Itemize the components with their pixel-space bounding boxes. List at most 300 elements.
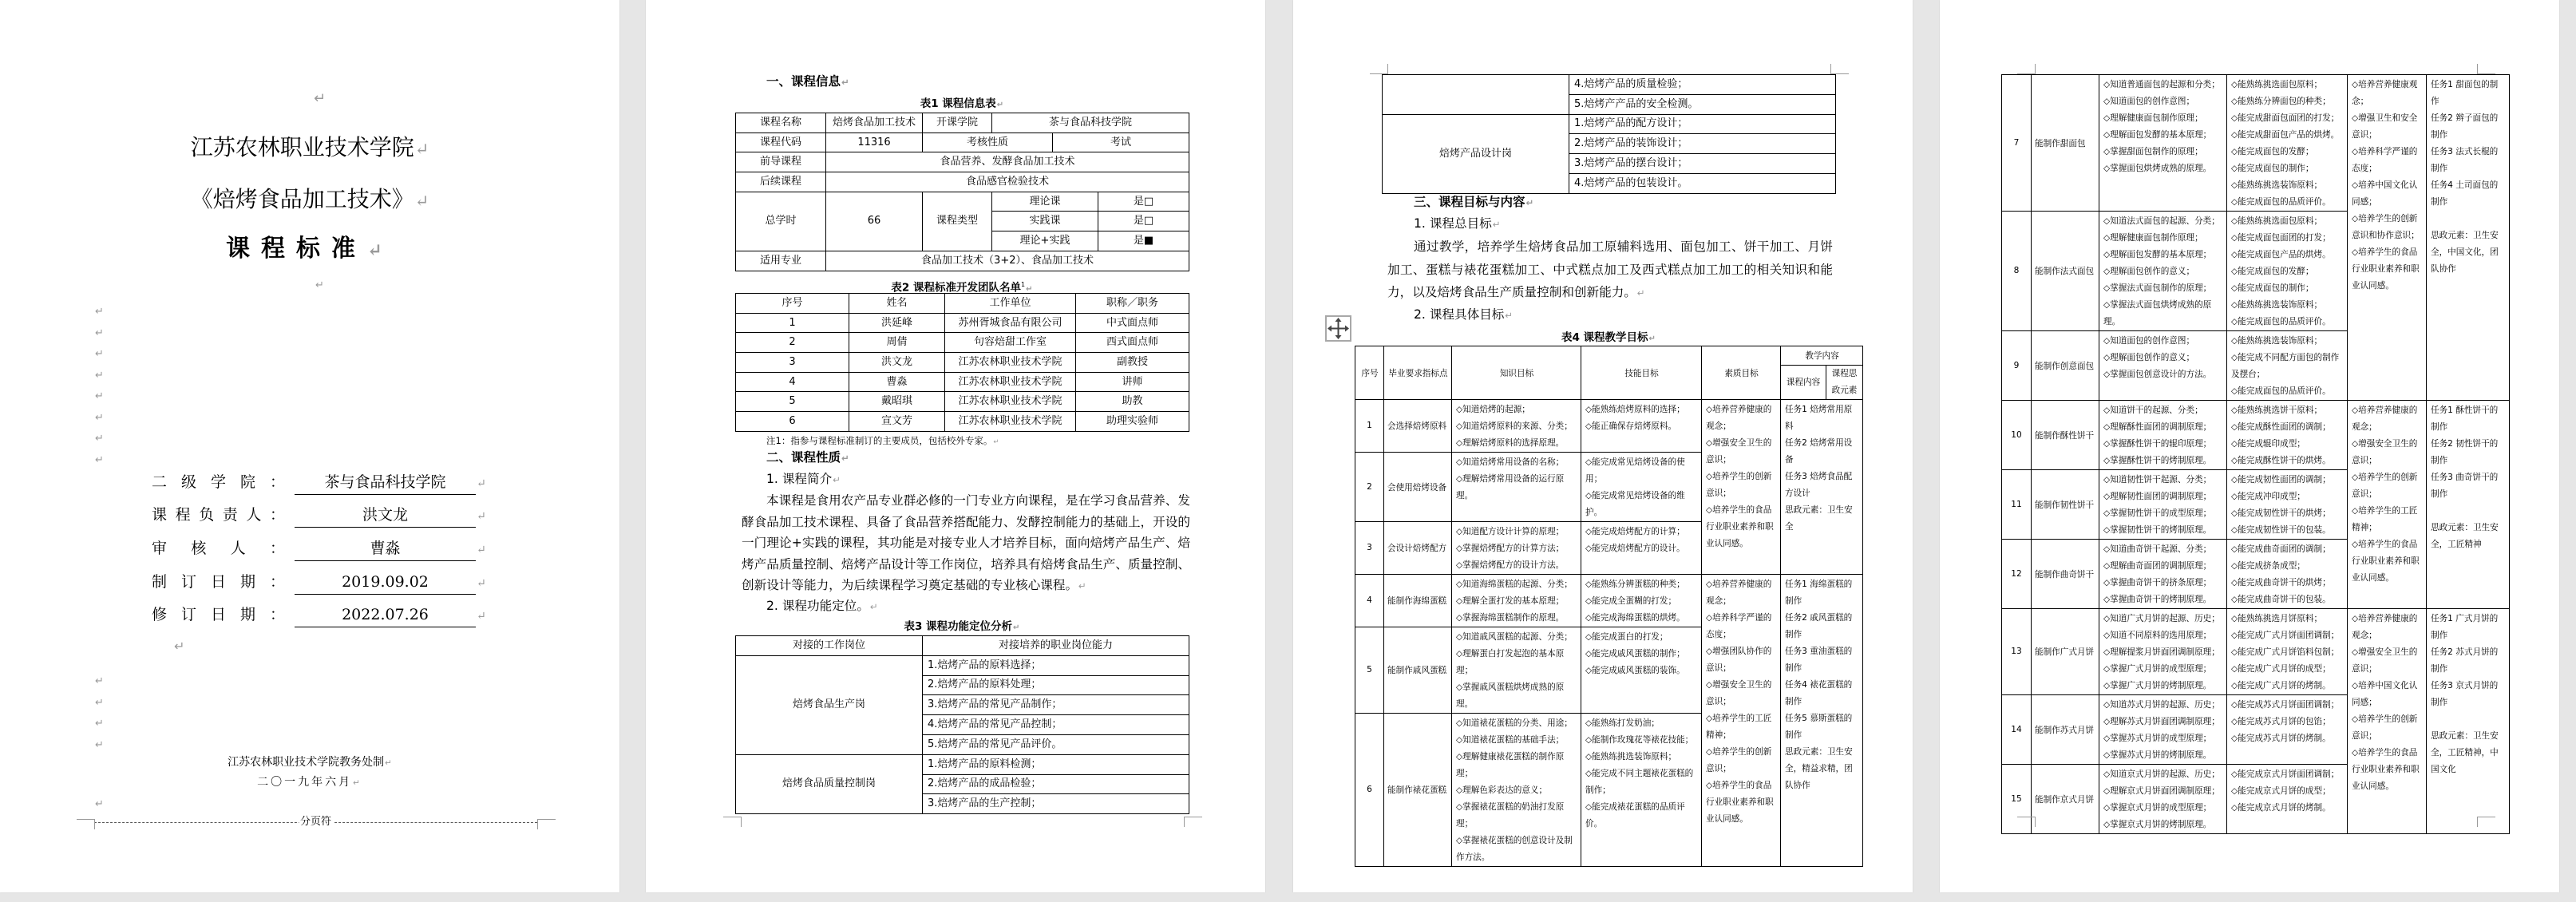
list-item: ◇知道面包的创作意图； (2103, 336, 2195, 346)
subheading: 1. 课程总目标 ↵ (1414, 213, 1501, 235)
list-item: ◇培养营养健康观念； (2352, 80, 2418, 106)
list-item: 任务1 焙烤常用原料 (1785, 405, 1853, 431)
knowledge-cell (2099, 470, 2227, 540)
list-item: ◇能完成曲奇饼干的包装。 (2231, 595, 2331, 604)
field-reviewer (152, 536, 486, 560)
field-label: 制订日期： (152, 573, 285, 591)
skills-cell (2227, 212, 2348, 331)
crop-mark (2477, 817, 2495, 827)
work-post-cell: 焙烤食品生产岗 (736, 655, 923, 754)
list-item: ◇增强安全卫生的意识； (2352, 647, 2418, 674)
quality-cell (1702, 575, 1781, 867)
list-item: ◇能熟练分辨蛋糕的种类； (1585, 580, 1685, 589)
ability-cell: 3.焙烤产品的常见产品制作； (923, 695, 1189, 715)
list-item: ◇理解焙烤原料的选择原理。 (1456, 438, 1565, 448)
list-item: ◇能熟练挑选装饰原料； (1585, 752, 1677, 762)
skills-cell (1581, 400, 1702, 453)
list-item: ◇掌握苏式月饼的烤制原理。 (2103, 750, 2212, 760)
list-item: ◇能完成苏式月饼的包馅； (2231, 717, 2331, 726)
list-item (2431, 503, 2506, 520)
skills-cell (2227, 695, 2348, 765)
list-item: 任务2 韧性饼干的制作 (2431, 439, 2499, 465)
checkbox-cell[interactable]: 是□ (1098, 192, 1189, 212)
skills-cell (2227, 470, 2348, 540)
field-value[interactable]: 洪文龙 (295, 503, 476, 528)
content-cell (2427, 401, 2510, 609)
work-post-cell: 焙烤产品设计岗 (1383, 114, 1569, 193)
column-header: 教学内容 (1781, 346, 1863, 366)
teaching-goals-table-continued (2001, 74, 2510, 834)
indicator-cell: 能制作广式月饼 (2032, 609, 2099, 695)
list-item: ◇知道曲奇饼干起源、分类； (2103, 544, 2212, 554)
list-item: 任务4 裱花蛋糕的制作 (1785, 680, 1853, 706)
list-item: ◇能完成韧性饼干的烘烤； (2231, 508, 2331, 518)
list-item: ◇掌握甜面包制作的原理； (2103, 147, 2203, 156)
column-header: 素质目标 (1702, 346, 1781, 400)
list-item: ◇能熟练挑选装饰原料； (2231, 336, 2323, 346)
list-item: ◇掌握戚风蛋糕烘烤成熟的原理。 (1456, 682, 1565, 709)
knowledge-cell (1452, 627, 1581, 714)
indicator-cell: 能制作戚风蛋糕 (1384, 627, 1452, 714)
list-item: ◇知道焙烤的起源； (1456, 405, 1530, 414)
footnote-ref[interactable]: 1 (1021, 281, 1026, 288)
list-item: 任务3 法式长棍的制作 (2431, 147, 2499, 173)
quality-cell (2348, 401, 2427, 609)
list-item: ◇能熟练挑选饼干原料； (2231, 406, 2323, 415)
page-break-label: 分页符 (299, 816, 332, 828)
row-number: 4 (1355, 575, 1384, 627)
crop-mark (537, 819, 556, 829)
list-item: ◇知道配方设计计算的原理； (1456, 527, 1565, 536)
ability-cell: 4.焙烤产品的质量检验； (1569, 75, 1836, 95)
quality-cell (2348, 75, 2427, 401)
knowledge-cell (2099, 540, 2227, 609)
page-3 (1293, 0, 1913, 892)
indicator-cell: 能制作曲奇饼干 (2032, 540, 2099, 609)
list-item: ◇增强安全卫生的意识； (2352, 439, 2418, 465)
table-caption: 表1 课程信息表 ↵ (735, 97, 1189, 113)
list-item: ◇能完成京式月饼的成型； (2231, 786, 2331, 796)
list-item: ◇能完成辊印成型； (2231, 439, 2305, 449)
indicator-cell: 能制作创意面包 (2032, 331, 2099, 401)
list-item: ◇能完成面包的发酵； (2231, 267, 2314, 276)
function-table (735, 635, 1189, 814)
list-item: ◇能完成面包的制作； (2231, 164, 2314, 173)
field-value[interactable]: 曹淼 (295, 536, 476, 561)
cell-value: 食品加工技术（3+2）、食品加工技术 (826, 251, 1189, 271)
list-item: 思政元素：卫生安全，工匠精神 (2431, 523, 2499, 549)
table-row (736, 392, 1189, 412)
list-item: ◇掌握广式月饼的烤制原理。 (2103, 681, 2212, 690)
list-item: ◇掌握面包烘烤成熟的原理。 (2103, 164, 2212, 173)
cell-value: 食品营养、发酵食品加工技术 (826, 152, 1189, 172)
list-item: ◇能完成甜面包面团的打发； (2231, 113, 2340, 123)
table-cell: 1 (736, 313, 849, 333)
list-item: ◇掌握焙烤配方的计算方法； (1456, 544, 1565, 553)
ability-cell: 2.焙烤产品的原料处理； (923, 675, 1189, 695)
footnote: 注1：指参与课程标准制订的主要成员，包括校外专家。 ↵ (766, 434, 999, 449)
row-number: 11 (2002, 470, 2032, 540)
crop-mark (2477, 64, 2495, 74)
indicator-cell: 能制作韧性饼干 (2032, 470, 2099, 540)
list-item: ◇理解曲奇面团的调制原理； (2103, 561, 2212, 571)
field-value[interactable]: 茶与食品科技学院 (295, 470, 476, 495)
list-item: ◇理解蛋白打发起泡的基本原理； (1456, 649, 1565, 675)
list-item: 思政元素：卫生安全，中国文化，团队协作 (2431, 231, 2499, 274)
ability-cell: 2.焙烤产品的成品检验； (923, 774, 1189, 794)
list-item: ◇掌握酥性饼干的烤制原理。 (2103, 456, 2212, 465)
indicator-cell: 能制作海绵蛋糕 (1384, 575, 1452, 627)
row-number: 14 (2002, 695, 2032, 765)
list-item: ◇掌握裱花蛋糕的创意设计及制作方法。 (1456, 836, 1573, 862)
row-number: 9 (2002, 331, 2032, 401)
knowledge-cell (1452, 453, 1581, 522)
list-item: ◇培养学生的创新意识和协作意识； (2352, 214, 2420, 240)
teaching-goals-table (1355, 346, 1863, 867)
crop-mark (723, 817, 742, 827)
list-item: ◇增强卫生和安全意识； (2352, 113, 2418, 140)
table-cell: 江苏农林职业技术学院 (945, 372, 1076, 392)
list-item: 任务3 曲奇饼干的制作 (2431, 473, 2499, 499)
cell-value: 焙烤食品加工技术 (826, 113, 923, 133)
list-item: 任务3 重油蛋糕的制作 (1785, 647, 1853, 673)
quality-cell (2348, 609, 2427, 834)
list-item: ◇理解面包发酵的基本原理； (2103, 250, 2212, 259)
list-item: ◇能完成面包产品的烘烤。 (2231, 250, 2331, 259)
list-item: ◇能完成曲奇饼干的烘烤； (2231, 578, 2331, 587)
function-table-continued (1382, 74, 1836, 194)
list-item: ◇能熟练挑选面包原料； (2231, 80, 2323, 89)
list-item: ◇能完成广式月饼馅料包制； (2231, 647, 2340, 657)
table-row (736, 754, 1189, 774)
knowledge-cell (2099, 401, 2227, 470)
list-item: ◇能完成戚风蛋糕的制作； (1585, 649, 1685, 659)
checkbox-cell[interactable]: 是■ (1098, 231, 1189, 251)
list-item: 思政元素：卫生安全，精益求精，团队协作 (1785, 747, 1853, 790)
table-cell: 助教 (1076, 392, 1189, 412)
list-item: ◇掌握京式月饼的成型原理； (2103, 803, 2212, 813)
list-item: ◇能完成广式月饼的烤制。 (2231, 681, 2331, 690)
skills-cell (2227, 765, 2348, 834)
row-number: 5 (1355, 627, 1384, 714)
list-item: 任务2 辫子面包的制作 (2431, 113, 2499, 140)
list-item: ◇掌握京式月饼的烤制原理。 (2103, 820, 2212, 829)
list-item: ◇理解全蛋打发的基本原理； (1456, 596, 1565, 606)
cell-value: 66 (826, 192, 923, 251)
cell-label: 考核性质 (923, 133, 1053, 152)
knowledge-cell (1452, 575, 1581, 627)
cell-label: 实践课 (992, 212, 1098, 231)
list-item: ◇能制作玫瑰花等裱花技能； (1585, 735, 1694, 745)
list-item: ◇培养学生的创新意识； (2352, 473, 2418, 499)
knowledge-cell (2099, 212, 2227, 331)
table-row (736, 333, 1189, 353)
ability-cell: 4.焙烤产品的包装设计。 (1569, 173, 1836, 193)
list-item: ◇增强安全卫生的意识； (1706, 680, 1772, 706)
list-item: ◇能完成冲印成型； (2231, 492, 2305, 501)
list-item: ◇能完成酥性饼干的烘烤。 (2231, 456, 2331, 465)
cell-value: 11316 (826, 133, 923, 152)
crop-mark (2017, 817, 2036, 827)
course-info-table (735, 113, 1189, 271)
knowledge-cell (2099, 765, 2227, 834)
list-item: ◇理解健康裱花蛋糕的制作原理； (1456, 752, 1565, 778)
table-cell: 3 (736, 353, 849, 373)
checkbox-cell[interactable]: 是□ (1098, 212, 1189, 231)
list-item: ◇能完成苏式月饼面团调制； (2231, 700, 2340, 710)
list-item: ◇能完成裱花蛋糕的品质评价。 (1585, 802, 1685, 829)
table-cell: 戴昭琪 (849, 392, 945, 412)
field-college (152, 470, 486, 494)
list-item (2431, 211, 2506, 227)
column-header: 序号 (736, 294, 849, 314)
list-item: ◇掌握韧性饼干的烤制原理。 (2103, 525, 2212, 535)
list-item: ◇知道海绵蛋糕的起源、分类； (1456, 580, 1573, 589)
table-cell: 西式面点师 (1076, 333, 1189, 353)
field-revised-date (152, 603, 486, 627)
list-item: ◇理解面包发酵的基本原理； (2103, 130, 2212, 140)
column-header: 对接培养的职业岗位能力 (923, 636, 1189, 656)
section-heading: 二、课程性质 ↵ (766, 449, 849, 466)
list-item: ◇能熟练挑选面包原料； (2231, 216, 2323, 226)
table-row (2002, 75, 2510, 212)
list-item: 思政元素：卫生安全，工匠精神，中国文化 (2431, 731, 2499, 774)
indicator-cell: 能制作京式月饼 (2032, 765, 2099, 834)
cell-label: 理论课 (992, 192, 1098, 212)
row-number: 1 (1355, 400, 1384, 453)
cell-value: 考试 (1053, 133, 1189, 152)
list-item: ◇知道不同原料的选用原理； (2103, 631, 2212, 640)
list-item: ◇能完成面包的品质评价。 (2231, 197, 2331, 207)
section-heading: 一、课程信息 ↵ (766, 73, 849, 90)
list-item: ◇能完成焙烤配方的设计。 (1585, 544, 1685, 553)
table-row (1383, 114, 1836, 134)
ability-cell: 3.焙烤产品的摆台设计； (1569, 154, 1836, 174)
list-item: ◇能正确保存焙烤原料。 (1585, 421, 1677, 431)
list-item: ◇掌握曲奇饼干的挤条原理； (2103, 578, 2212, 587)
list-item: 任务3 京式月饼的制作 (2431, 681, 2499, 707)
table-row (1355, 575, 1863, 627)
list-item: 任务1 广式月饼的制作 (2431, 614, 2499, 640)
ability-cell: 1.焙烤产品的原料检测； (923, 754, 1189, 774)
cell-label: 课程代码 (736, 133, 826, 152)
list-item: ◇培养学生的食品行业职业素养和职业认同感。 (2352, 247, 2420, 291)
list-item: 任务1 海绵蛋糕的制作 (1785, 580, 1853, 606)
crop-mark (2017, 64, 2036, 74)
table-cell: 4 (736, 372, 849, 392)
field-value[interactable]: 2022.07.26 (295, 603, 476, 627)
knowledge-cell (1452, 522, 1581, 575)
list-item: ◇能完成面包的制作； (2231, 283, 2314, 293)
table-header-row (736, 294, 1189, 314)
column-subheader: 课程思政元素 (1826, 366, 1863, 400)
field-label: 修订日期： (152, 606, 285, 623)
list-item: ◇能熟练挑选月饼原料； (2231, 614, 2323, 623)
indicator-cell: 能制作裱花蛋糕 (1384, 714, 1452, 867)
list-item (2431, 711, 2506, 728)
list-item: ◇知道裱花蛋糕的基础手法； (1456, 735, 1565, 745)
table-row (736, 372, 1189, 392)
paragraph-mark: ↵ (315, 279, 324, 291)
skills-cell (1581, 453, 1702, 522)
table-cell: 江苏农林职业技术学院 (945, 412, 1076, 432)
list-item: 任务2 焙烤常用设备 (1785, 438, 1853, 465)
ability-cell: 2.焙烤产品的装饰设计； (1569, 134, 1836, 154)
list-item: ◇知道苏式月饼的起源、历史； (2103, 700, 2220, 710)
crop-mark (1830, 64, 1849, 74)
indicator-cell: 能制作苏式月饼 (2032, 695, 2099, 765)
content-cell (2427, 75, 2510, 401)
knowledge-cell (2099, 331, 2227, 401)
team-table (735, 293, 1189, 432)
list-item: ◇培养学生的食品行业职业素养和职业认同感。 (1706, 505, 1774, 548)
skills-cell (2227, 75, 2348, 212)
list-item: ◇知道面包的创作意图； (2103, 97, 2195, 106)
cell-label: 后续课程 (736, 172, 826, 192)
document-title: 课程标准 ↵ (0, 235, 619, 265)
field-label: 课程负责人： (152, 506, 285, 524)
list-item: ◇理解健康面包制作原理； (2103, 233, 2203, 243)
caption-text: 表2 课程标准开发团队名单 (891, 281, 1021, 295)
skills-cell (1581, 714, 1702, 867)
table-row (2002, 401, 2510, 470)
row-number: 7 (2002, 75, 2032, 212)
column-subheader: 课程内容 (1781, 366, 1826, 400)
column-header: 技能目标 (1581, 346, 1702, 400)
intro-paragraph: 本课程是食用农产品专业群必修的一门专业方向课程，是在学习食品营养、发酵食品加工技术课程、具备了食品营养搭配能力、发酵控制能力的基础上，开设的一门理论+实践的课程，其功能是对接专业人才培养目标，面向焙烤产品生产、焙烤产品质量控制、焙烤产品设计等工作岗位，培养具有焙烤食品生产、质量控制、创新设计等能力，为后续课程学习奠定基础的专业核心课程。 ↵ (742, 490, 1190, 597)
list-item: ◇能完成曲奇面团的调制； (2231, 544, 2331, 554)
list-item: ◇理解面包创作的意义； (2103, 267, 2195, 276)
field-label: 二级学院： (152, 473, 285, 491)
list-item: 任务1 甜面包的制作 (2431, 80, 2499, 106)
cell-label: 开课学院 (923, 113, 992, 133)
table-cell: 2 (736, 333, 849, 353)
list-item: ◇理解色彩表达的意义； (1456, 785, 1548, 795)
skills-cell (1581, 522, 1702, 575)
list-item: ◇知道戚风蛋糕的起源、分类； (1456, 632, 1573, 642)
table-cell: 6 (736, 412, 849, 432)
list-item: ◇知道饼干的起源、分类； (2103, 406, 2203, 415)
list-item: ◇能完成韧性饼干的包装。 (2231, 525, 2331, 535)
column-header: 职称／职务 (1076, 294, 1189, 314)
table-cell: 助理实验师 (1076, 412, 1189, 432)
school-title: 江苏农林职业技术学院 ↵ (0, 134, 619, 163)
list-item: ◇知道裱花蛋糕的分类、用途； (1456, 718, 1573, 728)
list-item: ◇培养中国文化认同感； (2352, 180, 2418, 207)
indicator-cell: 会选择焙烤原料 (1384, 400, 1452, 453)
list-item: ◇理解面包创作的意义； (2103, 353, 2195, 362)
row-number: 10 (2002, 401, 2032, 470)
table-caption: 表4 课程教学目标 ↵ (1355, 330, 1862, 346)
table-cell: 苏州胥城食品有限公司 (945, 313, 1076, 333)
list-item: ◇能完成挤条成型； (2231, 561, 2305, 571)
list-item: ◇掌握曲奇饼干的烤制原理。 (2103, 595, 2212, 604)
row-number: 3 (1355, 522, 1384, 575)
cell-label: 理论+实践 (992, 231, 1098, 251)
skills-cell (2227, 540, 2348, 609)
cell-label: 课程名称 (736, 113, 826, 133)
column-header: 毕业要求指标点 (1384, 346, 1452, 400)
list-item: ◇培养营养健康的观念； (2352, 614, 2418, 640)
list-item: ◇能完成不同配方面包的制作及摆台； (2231, 353, 2340, 379)
list-item: ◇能完成广式月饼面团调制； (2231, 631, 2340, 640)
cell-label: 课程类型 (923, 192, 992, 251)
list-item: ◇能熟练焙烤原料的选择； (1585, 405, 1685, 414)
list-item: ◇能完成蛋白的打发； (1585, 632, 1668, 642)
course-title: 《焙烤食品加工技术》 ↵ (0, 186, 619, 215)
column-header: 序号 (1355, 346, 1384, 400)
crop-mark (77, 819, 95, 829)
list-item: ◇培养中国文化认同感； (2352, 681, 2418, 707)
table-cell: 洪文龙 (849, 353, 945, 373)
paragraph-mark: ↵ (174, 639, 185, 654)
list-item: ◇能完成京式月饼面团调制； (2231, 769, 2340, 779)
list-item: ◇培养学生的食品行业职业素养和职业认同感。 (1706, 781, 1774, 824)
cell-label: 总学时 (736, 192, 826, 251)
content-cell (1781, 575, 1863, 867)
list-item: 任务5 慕斯蛋糕的制作 (1785, 714, 1853, 740)
cell-label: 前导课程 (736, 152, 826, 172)
list-item: ◇理解酥性面团的调制原理； (2103, 422, 2212, 432)
content-cell (2427, 609, 2510, 834)
skills-cell (2227, 401, 2348, 470)
indicator-cell: 能制作法式面包 (2032, 212, 2099, 331)
work-post-cell (1383, 75, 1569, 115)
cell-label: 适用专业 (736, 251, 826, 271)
list-item: ◇能完成不同主题裱花蛋糕的制作； (1585, 769, 1694, 795)
list-item: ◇理解韧性面团的调制原理； (2103, 492, 2212, 501)
list-item: ◇理解健康面包制作原理； (2103, 113, 2203, 123)
column-header: 工作单位 (945, 294, 1076, 314)
table-cell: 江苏农林职业技术学院 (945, 353, 1076, 373)
list-item: ◇知道广式月饼的起源、历史； (2103, 614, 2220, 623)
list-item: ◇培养学生的食品行业职业素养和职业认同感。 (2352, 748, 2420, 791)
list-item: ◇能完成韧性面团的调制； (2231, 475, 2331, 485)
table-cell: 宣文芳 (849, 412, 945, 432)
table-cell: 句容焙甜工作室 (945, 333, 1076, 353)
table-row (2002, 609, 2510, 695)
field-value[interactable]: 2019.09.02 (295, 570, 476, 595)
list-item: ◇能完成广式月饼的成型； (2231, 664, 2331, 674)
move-arrows-icon (1327, 317, 1350, 340)
column-header: 知识目标 (1452, 346, 1581, 400)
table-cell: 中式面点师 (1076, 313, 1189, 333)
list-item: ◇掌握焙烤配方的设计方法。 (1456, 560, 1565, 570)
list-item: ◇掌握法式面包烘烤成熟的原理。 (2103, 300, 2212, 326)
list-item: ◇能完成常见焙烤设备的维护。 (1585, 491, 1685, 517)
list-item: ◇培养学生的工匠精神； (2352, 506, 2418, 532)
cell-value: 食品感官检验技术 (826, 172, 1189, 192)
table-cell: 洪延峰 (849, 313, 945, 333)
ability-cell: 4.焙烤产品的常见产品控制； (923, 715, 1189, 735)
table-move-handle[interactable] (1325, 315, 1351, 342)
list-item: ◇知道焙烤常用设备的名称； (1456, 457, 1565, 467)
list-item: ◇能完成焙烤配方的计算； (1585, 527, 1685, 536)
list-item: ◇知道普通面包的起源和分类； (2103, 80, 2220, 89)
list-item: ◇培养营养健康的观念； (1706, 580, 1772, 606)
row-number: 8 (2002, 212, 2032, 331)
list-item: 任务4 土司面包的制作 (2431, 180, 2499, 207)
list-item: ◇能完成面包的品质评价。 (2231, 386, 2331, 396)
list-item: ◇能完成海绵蛋糕的烘烤。 (1585, 613, 1685, 623)
row-number: 13 (2002, 609, 2032, 695)
list-item: ◇能熟练分辨面包的种类； (2231, 97, 2331, 106)
paragraph-marks: ↵ ↵ ↵ ↵ (95, 675, 104, 751)
indicator-cell: 能制作甜面包 (2032, 75, 2099, 212)
list-item: ◇培养学生的工匠精神； (1706, 714, 1772, 740)
subheading: 2. 课程功能定位。 ↵ (766, 595, 878, 618)
list-item: ◇知道法式面包的起源、分类； (2103, 216, 2220, 226)
